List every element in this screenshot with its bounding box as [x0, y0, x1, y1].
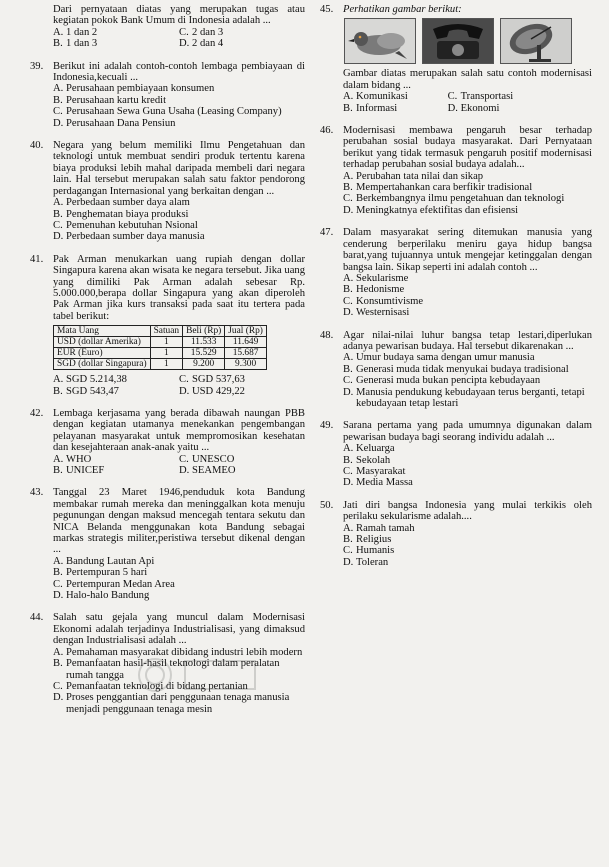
option-c[interactable]: C. UNESCO [179, 453, 235, 465]
option-c[interactable]: C. Perusahaan Sewa Guna Usaha (Leasing Company) [53, 106, 282, 118]
question-number: 39. [30, 60, 44, 72]
question-text: Dalam masyarakat sering ditemukan manusia yang cenderung berperilaku meniru gaya hidup bangsa barat,yang tujuannya untuk mengejar ketinggalan dengan bangsa lain. Sikap seperti ini adalah contoh ... [343, 227, 592, 273]
exchange-rate-table [53, 325, 267, 370]
option-b[interactable]: B. UNICEF [53, 465, 105, 476]
table-row: SGD (dollar Singapura) 1 9.200 9.300 [54, 359, 267, 370]
option-d[interactable]: D. Toleran [343, 556, 389, 568]
question-48 [320, 330, 592, 410]
option-a[interactable]: A. Perbedaan sumber daya alam [53, 197, 190, 209]
option-b[interactable]: B. Pemanfaatan hasil-hasil teknologi dalam peralatan rumah tangga [53, 658, 280, 681]
option-d[interactable]: D. Westernisasi [343, 307, 410, 319]
question-45 [320, 4, 592, 114]
option-d[interactable]: D. SEAMEO [179, 465, 236, 476]
table-row: EUR (Euro) 1 15.529 15.687 [54, 348, 267, 359]
question-number: 45. [320, 4, 334, 15]
option-a[interactable]: A. WHO [53, 453, 92, 465]
question-text: Pak Arman menukarkan uang rupiah dengan dollar Singapura karena akan wisata ke negara tersebut. Jika uang yang dimiliki Pak Arman adalah sebesar Rp. 5.000.000,berapa dollar Singapura yang akan diperoleh Pak Arman jika kurs transaksi pada saat itu tertera pada tabel berikut: [53, 253, 305, 322]
option-a[interactable]: A. Pemahaman masyarakat dibidang industri lebih modern [53, 646, 303, 658]
right-column [320, 4, 592, 568]
option-d[interactable]: D. Proses penggantian dari penggunaan tenaga manusia menjadi penggunaan tenaga mesin [53, 692, 290, 715]
question-number: 48. [320, 329, 334, 341]
question-number: 40. [30, 140, 44, 152]
question-text: Jati diri bangsa Indonesia yang mulai terkikis oleh perilaku sekularisme adalah.... [343, 499, 592, 523]
telephone-icon [422, 18, 494, 64]
option-b[interactable]: B. Hedonisme [343, 284, 405, 296]
option-d[interactable]: D. 2 dan 4 [179, 38, 224, 50]
option-c[interactable]: C. Konsumtivisme [343, 295, 424, 307]
option-c[interactable]: C. 2 dan 3 [179, 26, 224, 38]
option-d[interactable]: D. USD 429,22 [179, 385, 245, 397]
option-c[interactable]: C. Transportasi [447, 91, 514, 103]
option-a[interactable]: A. Umur budaya sama dengan umur manusia [343, 352, 535, 364]
option-b[interactable]: B. Penghematan biaya produksi [53, 208, 189, 220]
option-c[interactable]: C. SGD 537,63 [179, 374, 245, 386]
question-46 [320, 125, 592, 216]
question-text: Sarana pertama yang pada umumnya digunakan dalam pewarisan budaya bagi seorang individu adalah ... [343, 420, 592, 443]
question-47 [320, 227, 592, 318]
question-number: 47. [320, 227, 334, 239]
option-c[interactable]: C. Generasi muda bukan pencipta kebudayaan [343, 375, 541, 387]
satellite-dish-icon [500, 18, 572, 64]
question-text: Tanggal 23 Maret 1946,penduduk kota Bandung membakar rumah mereka dan meninggalkan kota menuju pegunungan dengan maksud mencegah tentara sekutu dan NICA Belanda menggunakan kota Bandung sebagai markas strategis militer,peristiwa tersebut dikenal dengan ... [53, 487, 305, 556]
question-text: Negara yang belum memiliki Ilmu Pengetahuan dan teknologi untuk membuat sendiri produk tertentu karena biaya produksi lebih mahal daripada membeli dari negara lain. Hal tersebut merupakan salah satu faktor pendorong perdagangan Internasional yang berkaitan dengan ... [53, 140, 305, 197]
question-text-continued: Gambar diatas merupakan salah satu contoh modernisasi dalam bidang ... [343, 68, 592, 91]
question-text: Modernisasi membawa pengaruh besar terhadap perubahan sosial budaya masyarakat. Dari Pernyataan berikut yang tidak termasuk pengaruh positif modernisasi terhadap perubahan sosial budaya adalah... [343, 125, 592, 171]
image-row [344, 18, 592, 64]
option-d[interactable]: D. Meningkatnya efektifitas dan efisiensi [343, 204, 519, 216]
option-d[interactable]: D. Perusahaan Dana Pensiun [53, 117, 176, 129]
option-b[interactable]: B. Religius [343, 534, 392, 546]
question-text: Perhatikan gambar berikut: [343, 4, 462, 15]
option-a[interactable]: A. SGD 5.214,38 [53, 374, 127, 386]
option-b[interactable]: B. Pertempuran 5 hari [53, 567, 148, 579]
question-text: Dari pernyataan diatas yang merupakan tugas atau kegiatan pokok Bank Umum di Indonesia adalah ... [53, 4, 305, 27]
question-number: 42. [30, 407, 44, 419]
question-number: 44. [30, 612, 44, 624]
option-c[interactable]: C. Pemanfaatan teknologi di bidang pertanian [53, 680, 248, 692]
pigeon-icon [344, 18, 416, 64]
option-b[interactable]: B. Informasi [343, 102, 398, 114]
option-a[interactable]: A. Keluarga [343, 443, 395, 455]
question-43 [30, 487, 305, 601]
option-d[interactable]: D. Halo-halo Bandung [53, 590, 150, 602]
option-a[interactable]: A. Komunikasi [343, 91, 408, 103]
option-a[interactable]: A. Ramah tamah [343, 522, 415, 534]
question-42 [30, 408, 305, 476]
question-text: Berikut ini adalah contoh-contoh lembaga pembiayaan di Indonesia,kecuali ... [53, 60, 305, 84]
question-39 [30, 61, 305, 129]
option-d[interactable]: D. Perbedaan sumber daya manusia [53, 231, 205, 243]
option-c[interactable]: C. Pertempuran Medan Area [53, 578, 175, 590]
option-a[interactable]: A. Bandung Lautan Api [53, 555, 155, 567]
question-text: Salah satu gejala yang muncul dalam Modernisasi Ekonomi adalah terjadinya Industrialisasi, yang dimaksud dengan Industrialisasi adalah ... [53, 612, 305, 647]
option-a[interactable]: A. Perubahan tata nilai dan sikap [343, 170, 484, 182]
question-text: Agar nilai-nilai luhur bangsa tetap lestari,diperlukan adanya pewarisan budaya. Hal tersebut dikarenakan ... [343, 329, 592, 352]
question-40 [30, 140, 305, 243]
option-a[interactable]: A. 1 dan 2 [53, 26, 98, 38]
bleed-through-logo-icon [135, 655, 265, 695]
option-b[interactable]: B. Perusahaan kartu kredit [53, 94, 167, 106]
question-41 [30, 254, 305, 397]
option-b[interactable]: B. 1 dan 3 [53, 38, 98, 50]
question-number: 49. [320, 420, 334, 432]
question-number: 41. [30, 253, 44, 265]
option-c[interactable]: C. Berkembangnya ilmu pengetahuan dan teknologi [343, 193, 565, 205]
question-38-tail [30, 4, 305, 50]
table-header-row: Mata Uang Satuan Beli (Rp) Jual (Rp) [54, 326, 267, 337]
option-a[interactable]: A. Sekularisme [343, 272, 409, 284]
question-49 [320, 420, 592, 488]
table-row: USD (dollar Amerika) 1 11.533 11.649 [54, 337, 267, 348]
option-c[interactable]: C. Humanis [343, 545, 395, 557]
question-number: 46. [320, 125, 334, 137]
option-b[interactable]: B. Mempertahankan cara berfikir tradisional [343, 182, 533, 194]
option-d[interactable]: D. Media Massa [343, 477, 413, 489]
option-c[interactable]: C. Pemenuhan kebutuhan Nsional [53, 219, 198, 231]
option-d[interactable]: D. Manusia pendukung kebudayaan terus berganti, tetapi kebudayaan tetap lestari [343, 386, 585, 409]
option-d[interactable]: D. Ekonomi [447, 102, 500, 114]
left-column [30, 4, 305, 715]
option-b[interactable]: B. Generasi muda tidak menyukai budaya tradisional [343, 363, 569, 375]
option-b[interactable]: B. Sekolah [343, 454, 391, 466]
option-c[interactable]: C. Masyarakat [343, 466, 406, 477]
question-number: 50. [320, 499, 334, 511]
question-number: 43. [30, 487, 44, 499]
question-50 [320, 500, 592, 568]
option-b[interactable]: B. SGD 543,47 [53, 385, 119, 397]
question-text: Lembaga kerjasama yang berada dibawah naungan PBB dengan kegiatan utamanya menekankan pengembangan pelayanan masyarakat untuk mempromosikan kesehatan dan kesejahteraan anak-anak yaitu ... [53, 407, 305, 454]
option-a[interactable]: A. Perusahaan pembiayaan konsumen [53, 83, 215, 95]
